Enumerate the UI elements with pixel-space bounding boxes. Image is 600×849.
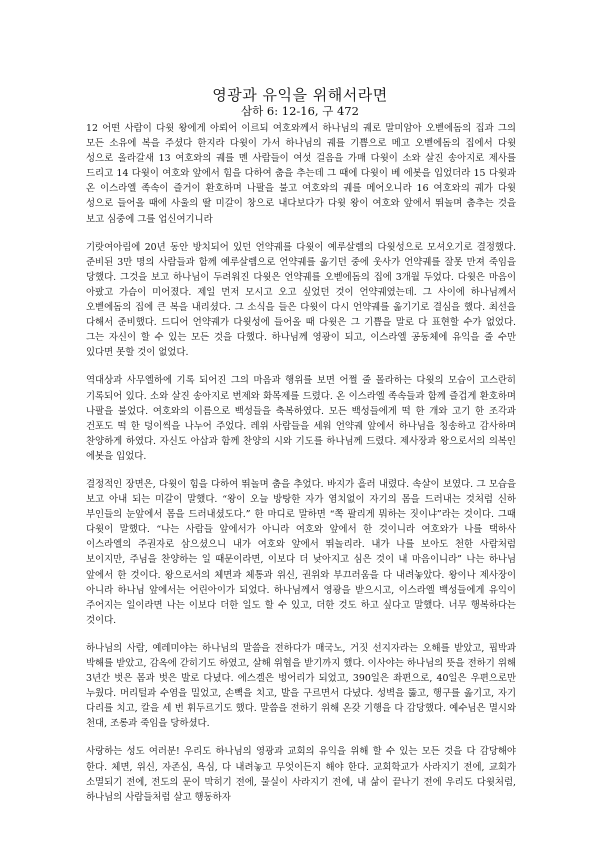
sermon-title: 영광과 유익을 위해서라면 xyxy=(212,86,388,104)
body-paragraph: 역대상과 사무엘하에 기록 되어진 그의 마음과 행위를 보면 어쩔 줄 몰라하는 다윗의 모습이 고스란히 기록되어 있다. 소와 살진 송아지로 번제와 화목제를 드렸다. 온 이스라엘 족속들과 함께 즐겁게 환호하며 나팔을 불었다. 여호와의 이름으로 백성들을 축복하였다. 모든 백성들에게 떡 한 개와 고기 한 조각과 건포도 떡 한 덩이씩을 나누어 주었다. 레위 사람들을 세워 언약궤 앞에서 하나님을 칭송하고 감사하며 찬양하게 하였다. 자신도 아삽과 함께 찬양의 시와 기도를 하나님께 드렸다. 제사장과 왕으로서의 의복인 에봇을 입었다. xyxy=(86,375,516,462)
body-paragraph: 하나님의 사람, 예레미야는 하나님의 말씀을 전하다가 매국노, 거짓 선지자라는 오해를 받았고, 핍박과 박해를 받았고, 감옥에 갇히기도 하였고, 살해 위협을 받기까지 했다. 이사야는 하나님의 뜻을 전하기 위해 3년간 벗은 몸과 벗은 발로 다녔다. 에스겔은 벙어리가 되었고, 390일은 좌편으로, 40일은 우편으로만 누웠다. 머리털과 수염을 밀었고, 손뼉을 치고, 발을 구르면서 다녔다. 성벽을 뚫고, 행구를 옮기고, 자기 다리를 치고, 칼을 세 번 휘두르기도 했다. 말씀을 전하기 위해 온갖 기행을 다 감당했다. 예수님은 멸시와 천대, 조롱과 죽임을 당하셨다. xyxy=(86,642,516,730)
scripture-reference: 삼하 6: 12-16, 구 472 xyxy=(241,104,359,118)
body-paragraph: 기랏여아림에 20년 동안 방치되어 있던 언약궤를 다윗이 예루살렘의 다윗성으로 모셔오기로 결정했다. 준비된 3만 명의 사람들과 함께 예루살렘으로 언약궤를 옮기던 중에 웃사가 언약궤를 잘못 만져 죽임을 당했다. 그것을 보고 하나님이 두려워진 다윗은 언약궤를 오벧에돔의 집에 3개월 두었다. 다윗은 마음이 아팠고 가슴이 미어졌다. 제일 먼저 모시고 오고 싶었던 것이 언약궤였는데. 그 사이에 하나님께서 오벧에돔의 집에 큰 복을 내리셨다. 그 소식을 들은 다윗이 다시 언약궤를 옮기기로 결심을 했다. 최선을 다해서 준비했다. 드디어 언약궤가 다윗성에 들어올 때 다윗은 그 기쁨을 말로 다 표현할 수가 없었다. 그는 자신이 할 수 있는 모든 것을 다했다. 하나님께 영광이 되고, 이스라엘 공동체에 유익을 줄 수만 있다면 못할 것이 없었다. xyxy=(86,241,516,359)
body-paragraph: 결정적인 장면은, 다윗이 힘을 다하여 뛰놀며 춤을 추었다. 바지가 흘러 내렸다. 속살이 보였다. 그 모습을 보고 아내 되는 미갈이 말했다. “왕이 오늘 방탕한 자가 염치없이 자기의 몸을 드러내는 것처럼 신하 부인들의 눈앞에서 몸을 드러내셨도다.” 한 마디로 말하면 “쪽 팔리게 뭐하는 짓이냐”라는 것이다. 그때 다윗이 말했다. “나는 사람들 앞에서가 아니라 여호와 앞에서 한 것이니라 여호와가 나를 택하사 이스라엘의 주권자로 삼으셨으니 내가 여호와 앞에서 뛰놀리라. 내가 나를 보아도 천한 사람처럼 보이지만, 주님을 찬양하는 일 때문이라면, 이보다 더 낮아지고 심은 것이 내 마음이니라” 나는 하나님 앞에서 한 것이다. 왕으로서의 체면과 체통과 위신, 권위와 부끄러움을 다 내려놓았다. 왕이나 제사장이 아니라 하나님 앞에서는 어린아이가 되었다. 하나님께서 영광을 받으시고, 이스라엘 백성들에게 유익이 주어지는 일이라면 나는 이보다 더한 일도 할 수 있고, 더한 것도 하고 싶다고 말했다. 너무 행복하다는 것이다. xyxy=(86,478,516,626)
sermon-body xyxy=(86,121,516,818)
scripture-passage-paragraph: 12 어떤 사람이 다윗 왕에게 아뢰어 이르되 여호와께서 하나님의 궤로 말미암아 오벧에돔의 집과 그의 모든 소유에 복을 주셨다 한지라 다윗이 가서 하나님의 궤를 기쁨으로 메고 오벧에돔의 집에서 다윗 성으로 올라갈새 13 여호와의 궤를 멘 사람들이 여섯 걸음을 가매 다윗이 소와 살진 송아지로 제사를 드리고 14 다윗이 여호와 앞에서 힘을 다하여 춤을 추는데 그 때에 다윗이 베 에봇을 입었더라 15 다윗과 온 이스라엘 족속이 즐거이 환호하며 나팔을 불고 여호와의 궤를 메어오니라 16 여호와의 궤가 다윗 성으로 들어올 때에 사울의 딸 미갈이 창으로 내다보다가 다윗 왕이 여호와 앞에서 뛰놀며 춤추는 것을 보고 심중에 그를 업신여기니라 xyxy=(86,123,516,225)
closing-paragraph: 사랑하는 성도 여러분! 우리도 하나님의 영광과 교회의 유익을 위해 할 수 있는 모든 것을 다 감당해야 한다. 체면, 위신, 자존심, 욕심, 다 내려놓고 무엇이든지 해야 한다. 교회학교가 사라지기 전에, 교회가 소멸되기 전에, 전도의 문이 막히기 전에, 물실이 사라지기 전에, 내 삶이 끝나기 전에 우리도 다윗처럼, 하나님의 사람들처럼 살고 행동하자 xyxy=(86,746,516,803)
